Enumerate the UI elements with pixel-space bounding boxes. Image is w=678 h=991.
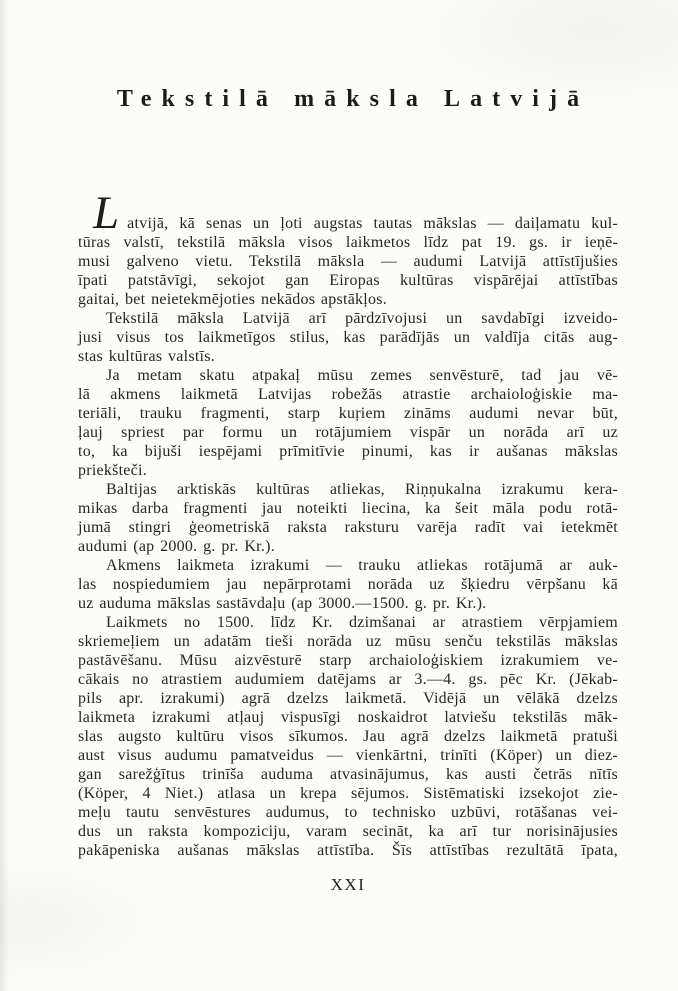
text-line: uz auduma mākslas sastāvdaļu (ap 3000.—1500. g. pr. Kr.). [78,595,487,612]
text-line: īpati patstāvīgi, sekojot gan Eiropas kultūras vispārējai attīstības [78,272,618,289]
text-line: lā akmens laikmetā Latvijas robežās atrastie archaioloģiskie ma- [78,386,618,403]
text-line: pils apr. izrakumi) agrā dzelzs laikmetā. Vidējā un vēlākā dzelzs [78,690,618,707]
text-line: gaitai, bet neietekmējoties nekādos apstākļos. [78,291,387,308]
paragraph [78,187,618,309]
paragraph [78,556,618,613]
text-line: cākais no atrastiem audumiem datējams ar 3.—4. gs. pēc Kr. (Jēkab- [78,671,618,688]
text-line: priekšteči. [78,462,147,479]
text-line: aust visus audumu pamatveidus — vienkārtni, trinīti (Köper) un diez- [78,747,618,764]
text-line: jusi visus tos laikmetīgos stilus, kas parādījās un valdīja citās aug- [78,329,618,346]
text-line: musi galveno vietu. Tekstilā māksla — audumi Latvijā attīstījušies [78,253,618,270]
page-number: XXI [330,875,366,894]
paragraph [78,480,618,556]
paragraph [78,613,618,860]
text-line: tūras valstī, tekstilā māksla visos laikmetos līdz pat 19. gs. ir ieņē- [78,234,618,251]
paragraph [78,366,618,480]
text-line: meļu tautu senvēstures audumus, to technisko uzbūvi, rotāšanas vei- [78,804,618,821]
text-line: jumā stingri ģeometriskā raksta raksturu varēja radīt vai ietekmēt [78,519,618,536]
text-line: gan sarežģītus trinīša auduma atvasinājumus, kas austi četrās nītīs [78,766,618,783]
text-line: audumi (ap 2000. g. pr. Kr.). [78,538,275,555]
text-line: dus un raksta kompoziciju, varam secināt, ka arī tur norisinājusies [78,823,618,840]
text-line: mikas darba fragmenti jau noteikti liecina, ka šeit māla podu rotā- [78,500,618,517]
text-line: laikmeta izrakumi atļauj vispusīgi noskaidrot latviešu tekstilās māk- [78,709,618,726]
text-line: ļauj spriest par formu un rotājumiem vispār un norāda arī uz [78,424,618,441]
text-line: Tekstilā māksla Latvijā arī pārdzīvojusi un savdabīgi izveido- [106,310,618,327]
text-line: Akmens laikmeta izrakumi — trauku atliekas rotājumā ar auk- [106,557,618,574]
page-title: Tekstilā māksla Latvijā [116,86,590,112]
text-line: to, ka bijuši iespējami prīmitīvie pinumi, kas ir aušanas mākslas [78,443,618,460]
text-line: Ja metam skatu atpakaļ mūsu zemes senvēsturē, tad jau vē- [106,367,618,384]
text-line: (Köper, 4 Niet.) atlasa un krepa sējumos. Sistēmatiski izsekojot zie- [78,785,618,802]
text-line-content: atvijā, kā senas un ļoti augstas tautas mākslas — daiļamatu kul- [127,215,618,232]
text-line: Baltijas arktiskās kultūras atliekas, Riņņukalna izrakumu kera- [106,481,618,498]
text-line: pakāpeniska aušanas mākslas attīstība. Šīs attīstības rezultātā īpata, [78,842,618,859]
text-line: slas augsto kultūru visos sīkumos. Jau agrā dzelzs laikmetā pratuši [78,728,618,745]
paragraph [78,309,618,366]
text-line: pastāvēšanu. Mūsu aizvēsturē starp archaioloģiskiem izrakumiem ve- [78,652,618,669]
text-column [78,0,618,895]
text-line: las nospiedumiem jau nepārprotami norāda uz šķiedru vērpšanu kā [78,576,618,593]
drop-cap-initial: L [93,187,121,239]
text-line [78,187,618,239]
text-line: teriāli, trauku fragmenti, starp kuŗiem zināms audumi nevar būt, [78,405,618,422]
text-line: Laikmets no 1500. līdz Kr. dzimšanai ar atrastiem vērpjamiem [106,614,618,631]
body-text [78,187,618,860]
text-line: skriemeļiem un adatām tieši norāda uz mūsu senču tekstilās mākslas [78,633,618,650]
text-line: stas kultūras valstīs. [78,348,215,365]
